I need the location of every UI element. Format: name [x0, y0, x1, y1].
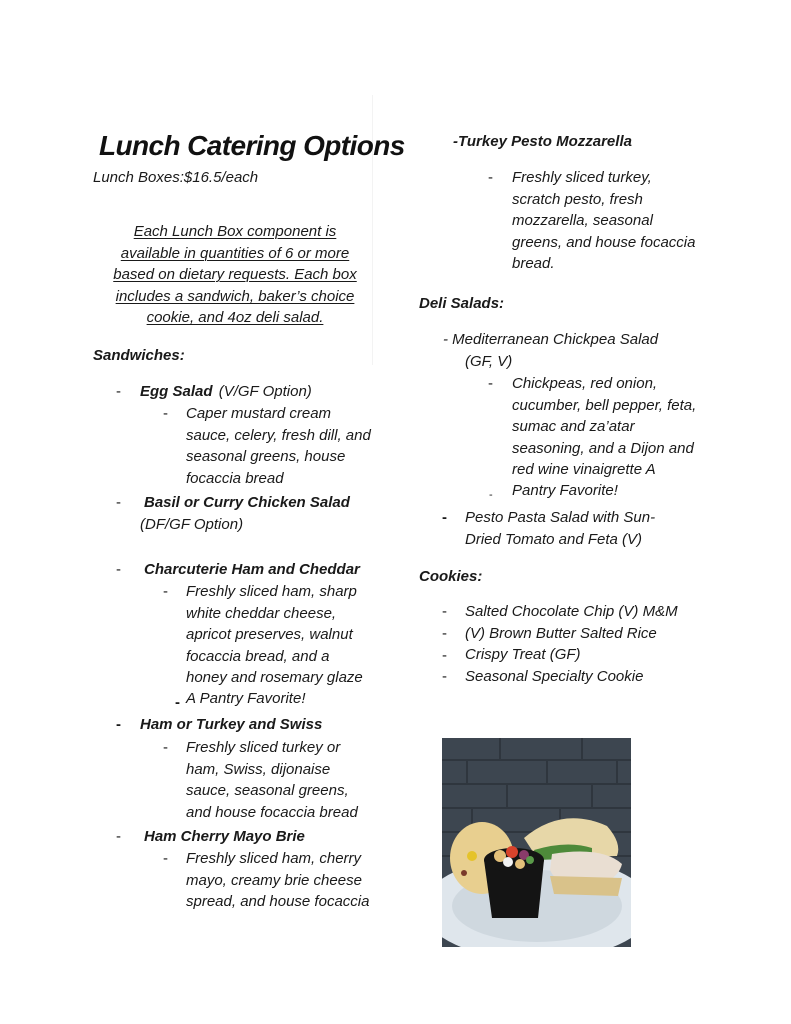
- bullet-dash: -: [116, 716, 121, 733]
- desc-line: Caper mustard cream: [186, 405, 332, 422]
- desc-line: seasoning, and a Dijon and: [512, 439, 694, 457]
- bullet-dash: -: [116, 383, 121, 400]
- page-title: Lunch Catering Options: [99, 130, 405, 161]
- chickpea-description: [512, 373, 696, 481]
- cookie-item: Crispy Treat (GF): [465, 646, 581, 663]
- desc-line: scratch pesto, fresh: [512, 190, 643, 208]
- desc-line: focaccia bread: [186, 469, 284, 487]
- bullet-dash: -: [163, 583, 168, 600]
- menu-item-pesto-pasta: [465, 507, 655, 550]
- desc-line: mozzarella, seasonal: [512, 212, 653, 229]
- cookie-list: [465, 601, 678, 687]
- pantry-favorite-note: Pantry Favorite!: [512, 482, 618, 499]
- desc-line: Freshly sliced turkey or: [186, 739, 341, 756]
- desc-line: Pesto Pasta Salad with Sun-: [465, 509, 656, 526]
- bullet-dash: -: [488, 169, 493, 186]
- bullet-dash: -: [116, 561, 121, 578]
- intro-line: Each Lunch Box component is: [133, 223, 337, 240]
- item-note: (DF/GF Option): [140, 516, 244, 533]
- desc-line: Dried Tomato and Feta (V): [465, 530, 643, 548]
- desc-line: sauce, celery, fresh dill, and: [186, 426, 371, 444]
- bullet-dash: -: [488, 375, 493, 392]
- cookie-item: Salted Chocolate Chip (V) M&M: [465, 603, 678, 620]
- item-name: Egg Salad: [140, 383, 213, 400]
- bullet-dash: -: [442, 647, 447, 664]
- egg-salad-description: [186, 403, 371, 489]
- menu-item-chickpea-salad: - Mediterranean Chickpea Salad: [443, 331, 659, 348]
- bullet-dash: -: [442, 509, 447, 526]
- desc-line: Freshly sliced turkey,: [512, 169, 652, 186]
- menu-item-charcuterie: Charcuterie Ham and Cheddar: [144, 561, 360, 578]
- ham-cherry-description: [186, 848, 369, 913]
- desc-line: cucumber, bell pepper, feta,: [512, 396, 697, 414]
- bullet-dash: -: [175, 694, 180, 711]
- desc-line: Chickpeas, red onion,: [512, 375, 658, 392]
- desc-line: red wine vinaigrette A: [512, 461, 656, 478]
- desc-line: honey and rosemary glaze: [186, 669, 363, 686]
- desc-line: sauce, seasonal greens,: [186, 782, 349, 799]
- bullet-dash: -: [489, 489, 493, 501]
- menu-item-egg-salad: [140, 381, 312, 403]
- turkey-pesto-description: [512, 167, 695, 275]
- price-subtitle: Lunch Boxes:$16.5/each: [93, 169, 259, 186]
- bullet-dash: -: [116, 494, 121, 511]
- ham-swiss-description: [186, 737, 358, 823]
- intro-line: cookie, and 4oz deli salad.: [146, 309, 324, 326]
- desc-line: greens, and house focaccia: [512, 233, 696, 251]
- intro-line: based on dietary requests. Each box: [113, 266, 357, 283]
- pantry-favorite-note: A Pantry Favorite!: [186, 690, 306, 707]
- desc-line: Freshly sliced ham, cherry: [186, 850, 362, 867]
- cookie-item: (V) Brown Butter Salted Rice: [465, 624, 657, 642]
- cookie-item: Seasonal Specialty Cookie: [465, 667, 644, 685]
- bullet-dash: -: [163, 405, 168, 422]
- menu-item-turkey-pesto: -Turkey Pesto Mozzarella: [453, 133, 632, 150]
- bullet-dash: -: [163, 739, 168, 756]
- desc-line: Freshly sliced ham, sharp: [186, 583, 357, 600]
- intro-note: [100, 221, 370, 329]
- desc-line: bread.: [512, 255, 555, 272]
- desc-line: apricot preserves, walnut: [186, 626, 353, 643]
- menu-item-chicken-salad: Basil or Curry Chicken Salad: [144, 494, 350, 511]
- item-note: (V/GF Option): [218, 383, 312, 400]
- bullet-dash: -: [442, 603, 447, 620]
- desc-line: mayo, creamy brie cheese: [186, 871, 362, 889]
- intro-line: includes a sandwich, baker’s choice: [115, 287, 355, 305]
- menu-item-ham-cherry-brie: Ham Cherry Mayo Brie: [144, 828, 305, 845]
- desc-line: focaccia bread, and a: [186, 647, 330, 665]
- bullet-dash: -: [442, 625, 447, 642]
- menu-item-ham-turkey-swiss: Ham or Turkey and Swiss: [140, 716, 323, 733]
- desc-line: and house focaccia bread: [186, 803, 358, 821]
- item-note: (GF, V): [465, 353, 513, 370]
- bullet-dash: -: [442, 668, 447, 685]
- bullet-dash: -: [163, 850, 168, 867]
- deli-salads-heading: Deli Salads:: [419, 295, 505, 312]
- bullet-dash: -: [116, 828, 121, 845]
- cookies-heading: Cookies:: [419, 568, 483, 585]
- desc-line: spread, and house focaccia: [186, 893, 370, 910]
- sandwiches-heading: Sandwiches:: [93, 347, 185, 364]
- lunch-box-photo: [442, 738, 631, 947]
- charcuterie-description: [186, 581, 363, 689]
- desc-line: sumac and za’atar: [512, 418, 635, 435]
- desc-line: white cheddar cheese,: [186, 604, 337, 622]
- desc-line: seasonal greens, house: [186, 448, 346, 465]
- desc-line: ham, Swiss, dijonaise: [186, 760, 331, 778]
- intro-line: available in quantities of 6 or more: [120, 244, 350, 262]
